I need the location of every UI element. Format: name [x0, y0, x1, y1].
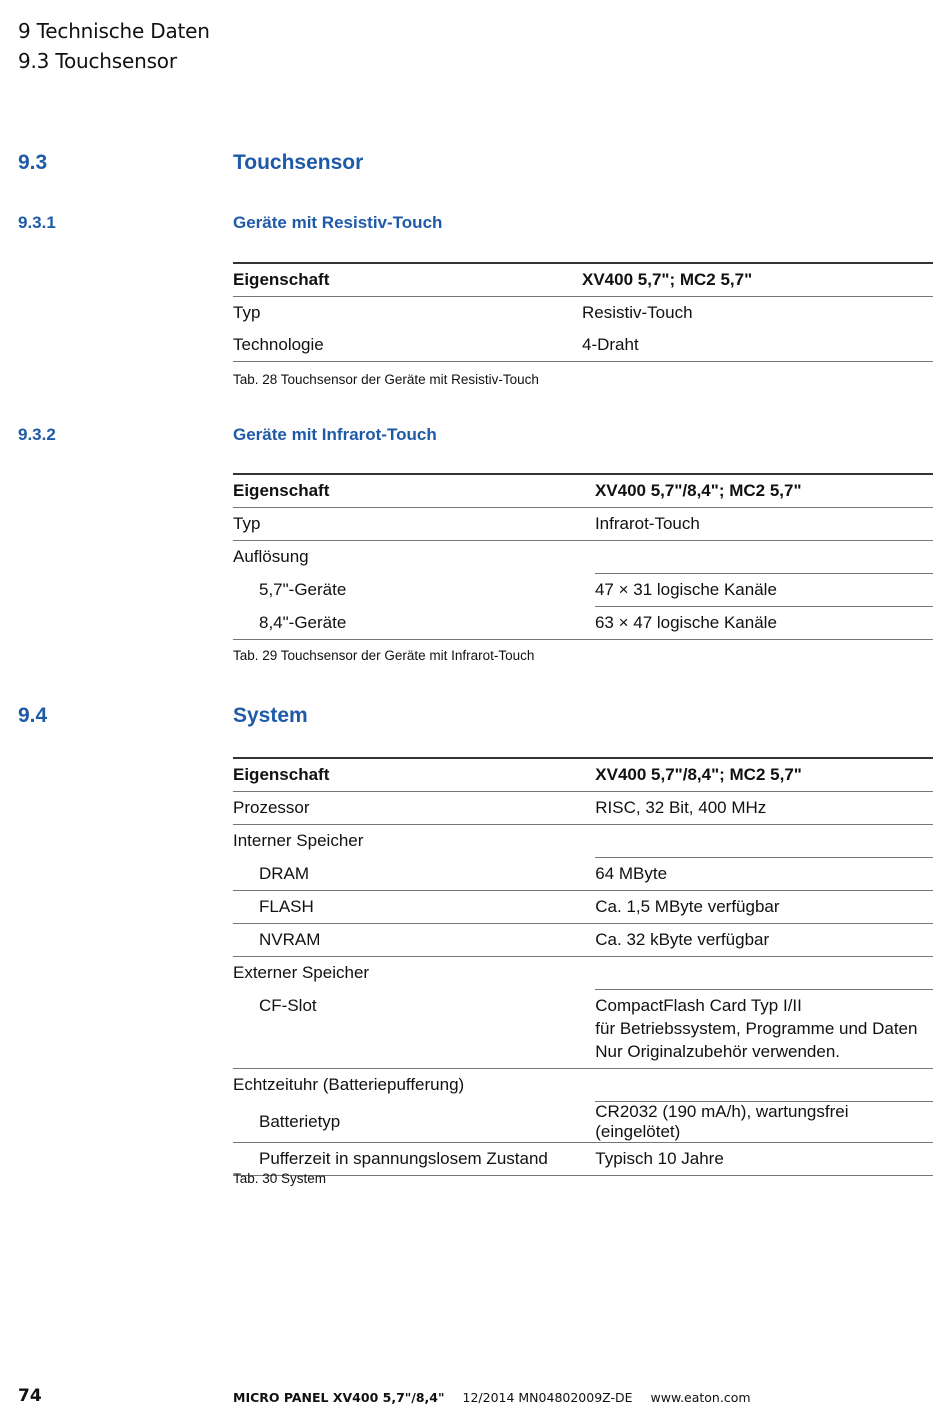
table-row — [233, 990, 933, 1069]
page-number: 74 — [18, 1386, 42, 1406]
section-9-3-2-number: 9.3.2 — [18, 425, 56, 444]
table-cell-value — [595, 825, 933, 858]
value-line: für Betriebssystem, Programme und Daten — [595, 1019, 918, 1038]
value-line: CompactFlash Card Typ I/II — [595, 996, 802, 1015]
table-cell-property: Prozessor — [233, 798, 310, 817]
table-cell-value: 64 MByte — [595, 858, 933, 891]
table-cell-property: NVRAM — [233, 924, 595, 957]
table-cell-value: Resistiv-Touch — [582, 303, 693, 322]
page-footer — [18, 1386, 933, 1410]
footer-doc-id: 12/2014 MN04802009Z-DE — [462, 1390, 633, 1405]
footer-text — [233, 1390, 765, 1405]
table-header-property: Eigenschaft — [233, 263, 582, 297]
section-9-3-title: Touchsensor — [233, 151, 364, 174]
table-row — [233, 924, 933, 957]
table-cell-property: Batterietyp — [259, 1111, 341, 1131]
table-cell-value — [595, 990, 933, 1069]
table-header-device: XV400 5,7"/8,4"; MC2 5,7" — [595, 758, 933, 792]
table-cell-property: CF-Slot — [259, 995, 317, 1015]
table-header-row — [233, 263, 933, 297]
table-row — [233, 297, 933, 330]
value-line: Nur Originalzubehör verwenden. — [595, 1042, 841, 1061]
table-cell-value: Ca. 1,5 MByte verfügbar — [595, 891, 933, 924]
table-28-caption: Tab. 28 Touchsensor der Geräte mit Resistiv-Touch — [233, 372, 539, 387]
table-row — [233, 541, 933, 574]
table-cell-value: 4-Draht — [582, 329, 933, 362]
footer-website: www.eaton.com — [650, 1390, 751, 1405]
running-head-section: 9.3 Touchsensor — [18, 49, 177, 73]
table-cell-value — [595, 1069, 933, 1102]
table-29-infrared-touch — [233, 473, 933, 640]
table-row — [233, 957, 933, 990]
running-head-chapter: 9 Technische Daten — [18, 19, 210, 43]
table-cell-value: Ca. 32 kByte verfügbar — [595, 924, 933, 957]
table-row — [233, 329, 933, 362]
table-cell-value — [595, 957, 933, 990]
table-row — [233, 1069, 933, 1102]
table-cell-property: Echtzeituhr (Batteriepufferung) — [233, 1069, 595, 1102]
table-cell-property: DRAM — [259, 863, 310, 883]
section-9-3-1-title: Geräte mit Resistiv-Touch — [233, 213, 443, 232]
table-header-property: Eigenschaft — [233, 758, 595, 792]
table-cell-property: Technologie — [233, 329, 582, 362]
table-30-system — [233, 757, 933, 1176]
table-cell-value: Infrarot-Touch — [594, 514, 700, 533]
section-9-4-number: 9.4 — [18, 704, 48, 727]
table-cell-property: 8,4"-Geräte — [233, 607, 595, 640]
table-cell-value — [595, 541, 933, 574]
table-cell-property: Typ — [233, 303, 261, 322]
table-29-caption: Tab. 29 Touchsensor der Geräte mit Infrarot-Touch — [233, 648, 535, 663]
table-row — [233, 574, 933, 607]
section-9-4-title: System — [233, 704, 308, 727]
table-header-row — [233, 758, 933, 792]
table-header-device: XV400 5,7"/8,4"; MC2 5,7" — [595, 474, 933, 508]
table-row — [233, 1143, 933, 1176]
table-cell-property: Auflösung — [233, 541, 595, 574]
table-row — [233, 891, 933, 924]
table-header-property: Eigenschaft — [233, 474, 595, 508]
section-9-3-1-number: 9.3.1 — [18, 213, 56, 232]
table-header-device: XV400 5,7"; MC2 5,7" — [582, 263, 933, 297]
table-row — [233, 825, 933, 858]
table-row — [233, 1102, 933, 1143]
section-9-3-2-title: Geräte mit Infrarot-Touch — [233, 425, 437, 444]
table-header-row — [233, 474, 933, 508]
section-9-3-number: 9.3 — [18, 151, 48, 174]
table-cell-value: RISC, 32 Bit, 400 MHz — [595, 798, 767, 817]
table-row — [233, 607, 933, 640]
table-cell-value: 63 × 47 logische Kanäle — [595, 607, 933, 640]
table-cell-value: Typisch 10 Jahre — [595, 1143, 933, 1176]
table-28-resistive-touch — [233, 262, 933, 362]
table-cell-property: Pufferzeit in spannungslosem Zustand — [233, 1143, 595, 1176]
table-cell-value: 47 × 31 logische Kanäle — [595, 574, 933, 607]
table-cell-property: Externer Speicher — [233, 957, 595, 990]
table-row — [233, 508, 933, 541]
table-row — [233, 858, 933, 891]
table-cell-value: CR2032 (190 mA/h), wartungsfrei (eingelötet) — [595, 1102, 933, 1143]
footer-product: MICRO PANEL XV400 5,7"/8,4" — [233, 1390, 445, 1405]
table-cell-property: 5,7"-Geräte — [259, 580, 347, 599]
table-cell-property: Typ — [233, 514, 261, 533]
table-cell-property: FLASH — [233, 891, 595, 924]
running-head — [18, 16, 210, 76]
table-cell-property: Interner Speicher — [233, 825, 595, 858]
table-30-caption: Tab. 30 System — [233, 1171, 327, 1186]
table-row — [233, 792, 933, 825]
